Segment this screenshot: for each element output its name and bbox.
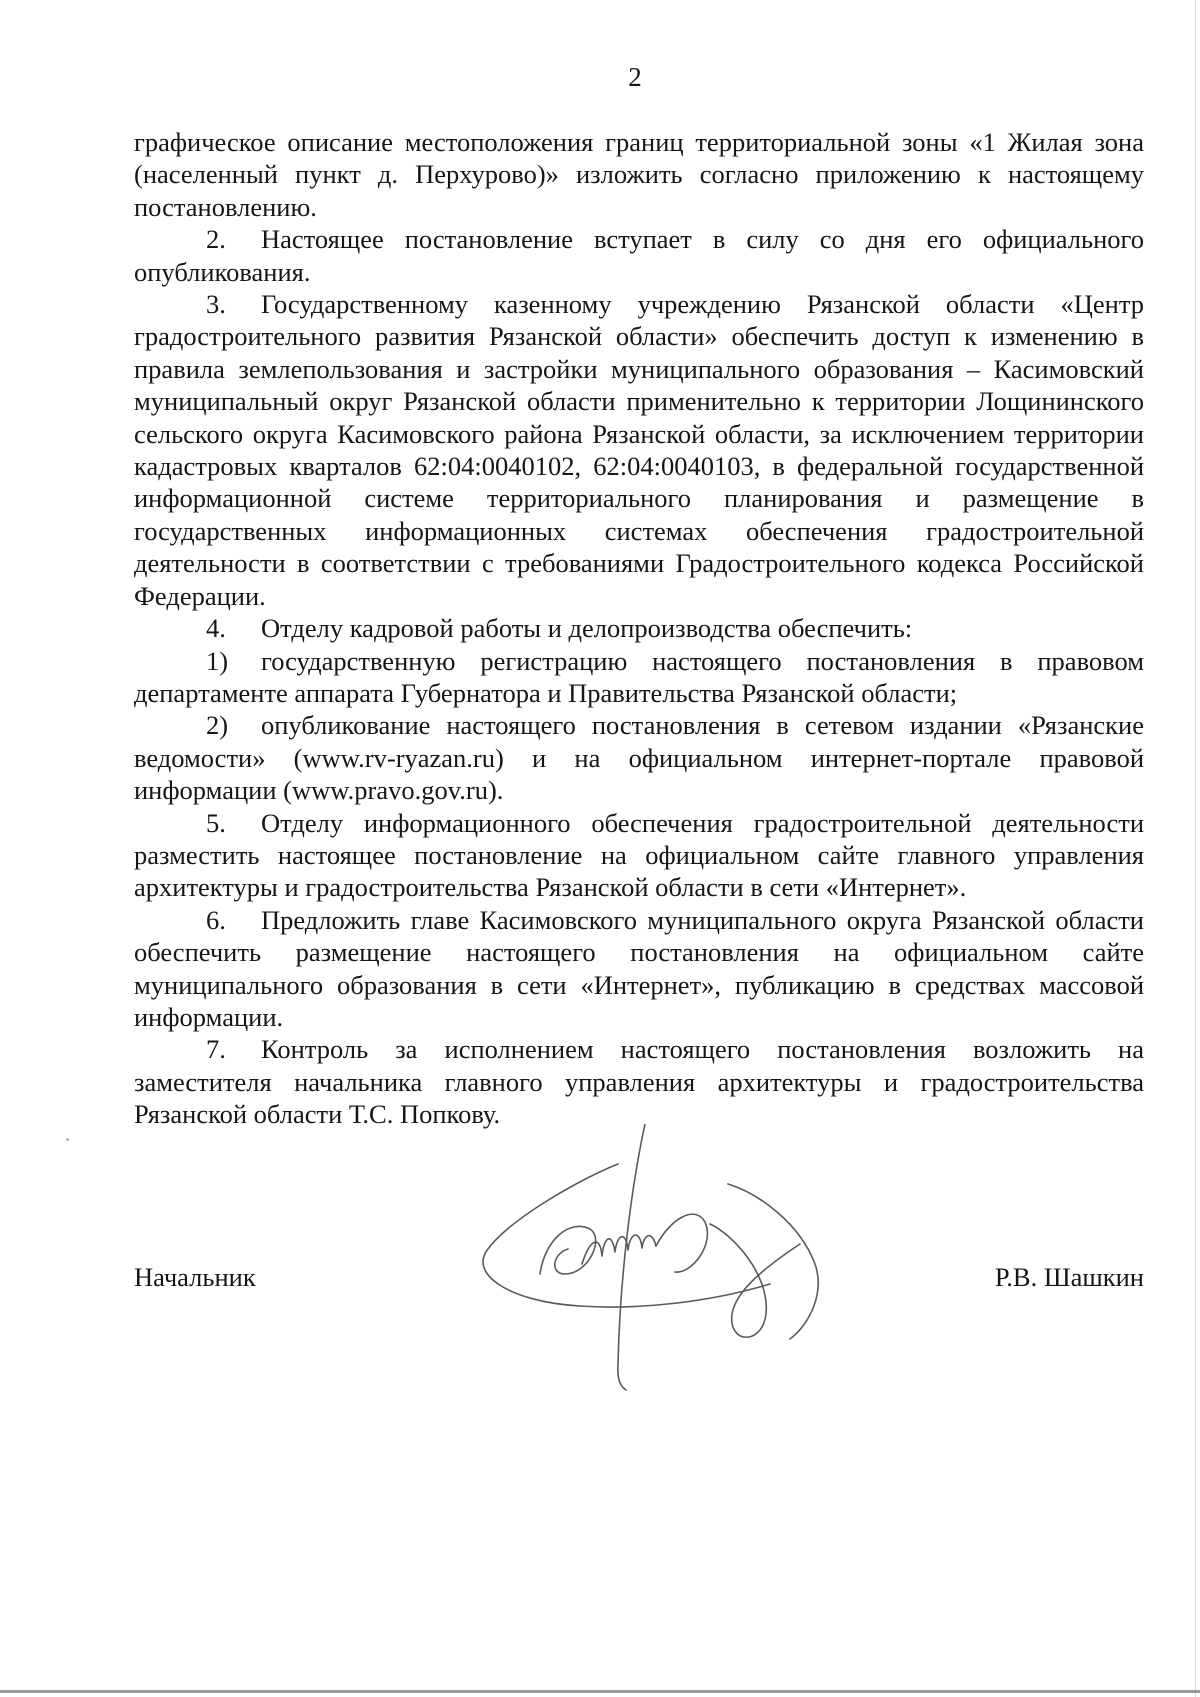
paragraph-text: Государственному казенному учреждению Рязанской области «Центр градостроительного развития Рязанской области» обеспечить доступ к изменению в правила землепользования и застройки муниципального образования – Касимовский муниципальный округ Рязанской области применительно к территории Лощининского сельского округа Касимовского района Рязанской области, за исключением территории кадастровых кварталов 62:04:0040102, 62:04:0040103, в федеральной государственной информационной системе территориального планирования и размещение в государственных информационных системах обеспечения градостроительной деятельности в соответствии с требованиями Градостроительного кодекса Российской Федерации. [134,289,1144,611]
paragraph-1-continuation [134,126,1144,223]
signatory-name: Р.В. Шашкин [994,1262,1144,1292]
paragraph-text: государственную регистрацию настоящего постановления в правовом департаменте аппарата Губернатора и Правительства Рязанской области; [134,645,1144,708]
paragraph-3 [134,288,1144,612]
paragraph-number: 4. [206,613,226,644]
paragraph-4 [134,612,1144,644]
document-body [134,126,1144,1131]
scan-artifact [66,1138,69,1141]
paragraph-text: Настоящее постановление вступает в силу со дня его официального опубликования. [134,224,1144,287]
paragraph-text: опубликование настоящего постановления в сетевом издании «Рязанские ведомости» (www.rv-ryazan.ru) и на официальном интернет-портале правовой информации (www.pravo.gov.ru). [134,710,1144,806]
paragraph-text: Контроль за исполнением настоящего постановления возложить на заместителя начальника главного управления архитектуры и градостроительства Рязанской области Т.С. Попкову. [134,1034,1144,1130]
signatory-title: Начальник [134,1262,256,1292]
paragraph-2 [134,223,1144,288]
paragraph-text: графическое описание местоположения границ территориальной зоны «1 Жилая зона (населенный пункт д. Перхурово)» изложить согласно приложению к настоящему постановлению. [134,127,1144,222]
paragraph-5 [134,807,1144,904]
paragraph-number: 3. [206,289,226,320]
paragraph-7 [134,1033,1144,1130]
paragraph-text: Предложить главе Касимовского муниципального округа Рязанской области обеспечить размещение настоящего постановления на официальном сайте муниципального образования в сети «Интернет», публикацию в средствах массовой информации. [134,904,1144,1032]
paragraph-number: 6. [206,904,226,935]
paragraph-number: 7. [206,1034,226,1065]
paragraph-number: 1) [206,645,229,676]
paragraph-4-2 [134,709,1144,806]
page-edge-line [1195,0,1196,1697]
paragraph-number: 2. [206,224,226,255]
paragraph-4-1 [134,645,1144,710]
paragraph-6 [134,904,1144,1034]
page-number: 2 [628,62,642,92]
paragraph-number: 5. [206,807,226,838]
paragraph-text: Отделу информационного обеспечения градостроительной деятельности разместить настоящее постановление на официальном сайте главного управления архитектуры и градостроительства Рязанской области в сети «Интернет». [134,807,1144,903]
page-bottom-border [0,1690,1200,1693]
paragraph-number: 2) [206,710,229,741]
paragraph-text: Отделу кадровой работы и делопроизводства обеспечить: [261,613,913,644]
handwritten-signature [470,1124,850,1394]
